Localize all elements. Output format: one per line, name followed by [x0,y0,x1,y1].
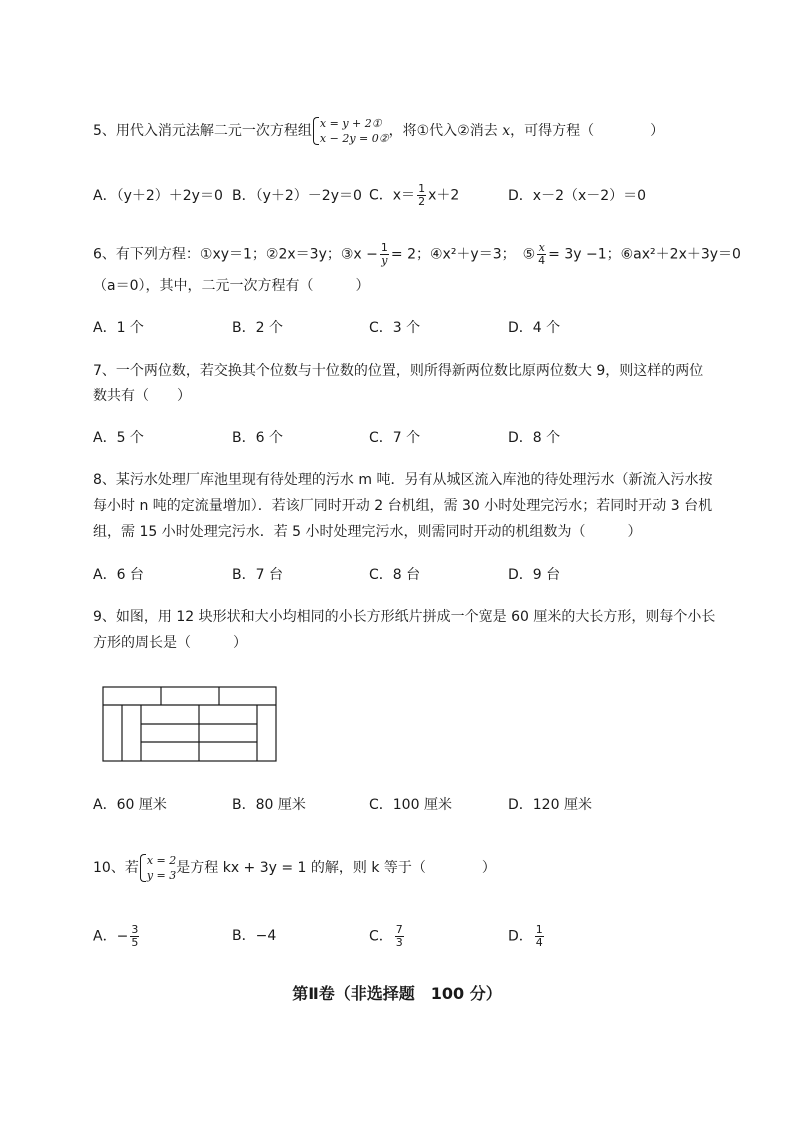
q7-option-d[interactable]: D．8 个 [508,430,561,446]
q6-line1 [93,242,741,267]
q5-option-c[interactable] [369,183,459,208]
q5-option-c-label: C．x＝ [369,187,416,204]
q6-option-c[interactable]: C．3 个 [369,320,421,336]
q6-line1-c: = 3y −1；⑥ax²＋2x＋3y＝0 [548,246,741,263]
q10-option-b[interactable]: B．−4 [232,928,277,944]
frac-num: 1 [380,241,388,254]
q6-line1-b: = 2；④x²＋y＝3； ⑤ [390,246,536,263]
q10-stem [93,853,496,883]
q9-option-b[interactable]: B．80 厘米 [232,797,306,813]
frac-den: 4 [538,254,546,267]
frac-den: 2 [418,195,426,208]
q10-option-a-fraction [130,924,139,949]
frac-den: 4 [535,936,543,949]
frac-num: x [538,241,545,254]
q8-option-c[interactable]: C．8 台 [369,567,421,583]
q8-line3: 组，需 15 小时处理完污水．若 5 小时处理完污水，则需同时开动的机组数为（ ） [93,524,642,540]
frac-num: 7 [395,923,403,936]
frac-num: 1 [418,182,426,195]
q9-line1: 9、如图，用 12 块形状和大小均相同的小长方形纸片拼成一个宽是 60 厘米的大长方形，则每个小长 [93,609,716,625]
q7-line2: 数共有（ ） [93,388,191,404]
q9-rectangle-figure [102,686,278,764]
q5-option-a[interactable]: A．（y＋2）＋2y＝0 [93,188,223,204]
q10-option-c-label: C． [369,928,393,945]
q5-eq1: x = y + 2① [319,117,382,130]
q10-option-d-fraction [535,924,544,949]
q8-line1: 8、某污水处理厂库池里现有待处理的污水 m 吨．另有从城区流入库池的待处理污水（新流入污水按 [93,472,713,488]
q9-line2: 方形的周长是（ ） [93,635,247,651]
frac-den: 5 [131,936,139,949]
q5-option-b[interactable]: B．（y＋2）－2y＝0 [232,188,362,204]
q6-fraction-5 [537,242,546,267]
q6-option-d[interactable]: D．4 个 [508,320,561,336]
q8-line2: 每小时 n 吨的定流量增加）．若该厂同时开动 2 台机组，需 30 小时处理完污水；若同时开动 3 台机 [93,498,713,514]
q6-option-a[interactable]: A．1 个 [93,320,144,336]
q10-prefix: 10、若 [93,860,139,876]
q5-option-c-fraction [417,183,426,208]
q5-eq2: x − 2y = 0② [319,132,389,145]
q10-option-c-fraction [395,924,404,949]
q9-option-a[interactable]: A．60 厘米 [93,797,167,813]
q5-stem [93,116,664,146]
frac-num: 1 [535,923,543,936]
section-title: 第Ⅱ卷（非选择题 100 分） [292,984,502,1003]
q7-option-c[interactable]: C．7 个 [369,430,421,446]
q5-equation-system [312,116,389,146]
q8-option-b[interactable]: B．7 台 [232,567,283,583]
q10-mid: 是方程 kx + 3y = 1 的解，则 k 等于（ ） [176,860,496,876]
q7-option-b[interactable]: B．6 个 [232,430,283,446]
q6-line1-a: 6、有下列方程：①xy＝1；②2x＝3y；③x − [93,246,378,263]
q5-suffix-b: ，可得方程（ ） [510,123,665,139]
q5-option-c-tail: x＋2 [428,187,460,204]
frac-num: 3 [131,923,139,936]
q10-option-a[interactable] [93,924,141,949]
q9-option-c[interactable]: C．100 厘米 [369,797,452,813]
q5-suffix-a: ，将①代入②消去 [388,123,498,139]
q10-option-a-label: A．− [93,928,129,945]
q8-option-a[interactable]: A．6 台 [93,567,144,583]
q6-fraction-3 [380,242,389,267]
q5-option-d[interactable]: D．x－2（x－2）＝0 [508,188,647,204]
q10-eq2: y = 3 [146,869,177,882]
q5-var: x [502,123,511,139]
q7-option-a[interactable]: A．5 个 [93,430,144,446]
q8-option-d[interactable]: D．9 台 [508,567,561,583]
q5-prefix: 5、用代入消元法解二元一次方程组 [93,123,312,139]
q10-option-d-label: D． [508,928,533,945]
q10-equation-system [139,853,176,883]
frac-den: 3 [395,936,403,949]
q10-eq1: x = 2 [146,854,177,867]
q10-option-c[interactable] [369,924,406,949]
q6-option-b[interactable]: B．2 个 [232,320,283,336]
q6-line2: （a＝0），其中，二元一次方程有（ ） [93,278,370,294]
q9-option-d[interactable]: D．120 厘米 [508,797,592,813]
q7-line1: 7、一个两位数，若交换其个位数与十位数的位置，则所得新两位数比原两位数大 9，则这样的两位 [93,363,704,379]
q10-option-d[interactable] [508,924,546,949]
frac-den: y [381,254,388,267]
